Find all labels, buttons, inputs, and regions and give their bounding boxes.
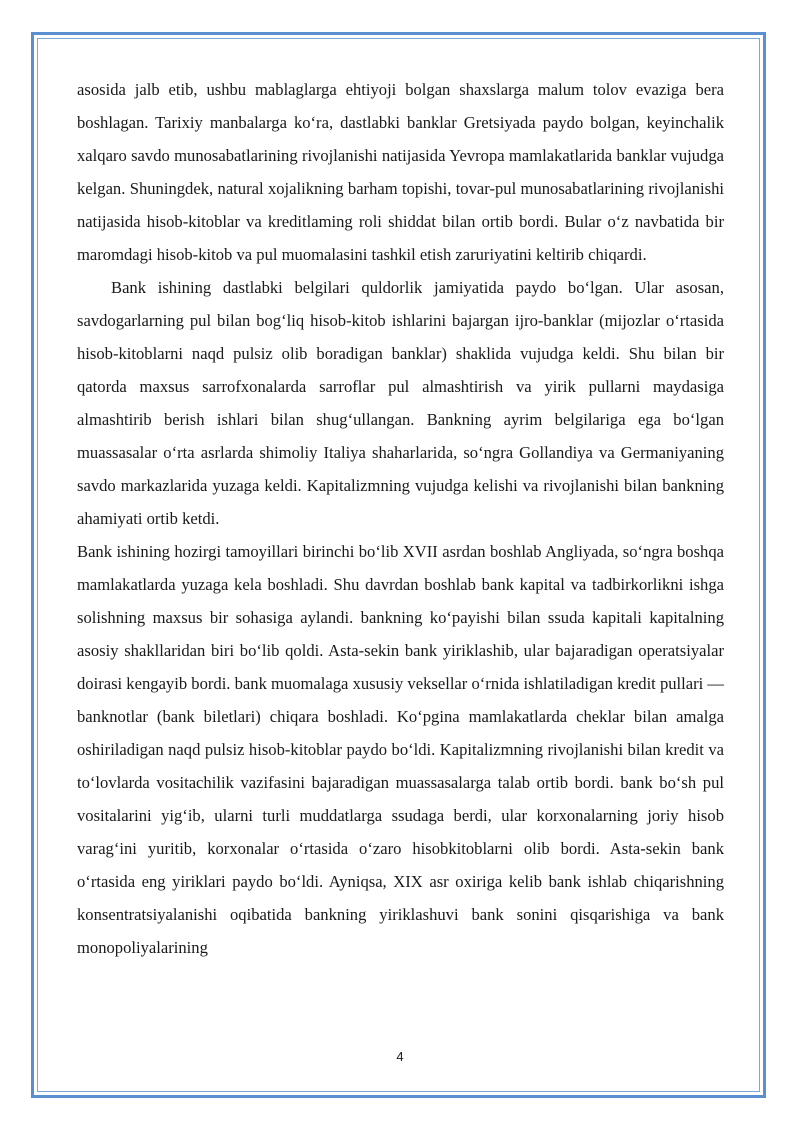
page-number: 4 [396,1049,404,1064]
paragraph-2: Bank ishining dastlabki belgilari quldorlik jamiyatida paydo bo‘lgan. Ular asosan, savdogarlarning pul bilan bog‘liq hisob-kitob ishlarini bajargan ijro-banklar (mijozlar o‘rtasida hisob-kitoblarni naqd pulsiz olib boradigan banklar) shaklida vujudga keldi. Shu bilan bir qatorda maxsus sarrofxonalarda sarroflar pul almashtirish va yirik pullarni maydasiga almashtirib berish ishlari bilan shug‘ullangan. Bankning ayrim belgilariga ega bo‘lgan muassasalar o‘rta asrlarda shimoliy Italiya shaharlarida, so‘ngra Gollandiya va Germaniyaning savdo markazlarida yuzaga keldi. Kapitalizmning vujudga kelishi va rivojlanishi bilan bankning ahamiyati ortib ketdi. [77,278,724,528]
paragraph-3: Bank ishining hozirgi tamoyillari birinchi bo‘lib XVII asrdan boshlab Angliyada, so‘ngra boshqa mamlakatlarda yuzaga kela boshladi. Shu davrdan boshlab bank kapital va tadbirkorlikni ishga solishning maxsus bir sohasiga aylandi. bankning ko‘payishi bilan ssuda kapitali kapitalning asosiy shakllaridan biri bo‘lib qoldi. Asta-sekin bank yiriklashib, ular bajaradigan operatsiyalar doirasi kengayib bordi. bank muomalaga xususiy veksellar o‘rnida ishlatiladigan kredit pullari — banknotlar (bank biletlari) chiqara boshladi. Ko‘pgina mamlakatlarda cheklar bilan amalga oshiriladigan naqd pulsiz hisob-kitoblar paydo bo‘ldi. Kapitalizmning rivojlanishi bilan kredit va to‘lovlarda vositachilik vazifasini bajaradigan muassasalarga talab ortib bordi. bank bo‘sh pul vositalarini yig‘ib, ularni turli muddatlarga ssudaga berdi, ular korxonalarning joriy hisob varag‘ini yuritib, korxonalar o‘rtasida o‘zaro hisobkitoblarni olib bordi. Asta-sekin bank o‘rtasida eng yiriklari paydo bo‘ldi. Ayniqsa, XIX asr oxiriga kelib bank ishlab chiqarishning konsentratsiyalanishi oqibatida bankning yiriklashuvi bank sonini qisqarishiga va bank monopoliyalarining [77,542,725,957]
paragraph-1: asosida jalb etib, ushbu mablaglarga ehtiyoji bolgan shaxslarga malum tolov evaziga bera boshlagan. Tarixiy manbalarga ko‘ra, dastlabki banklar Gretsiyada paydo bolgan, keyinchalik xalqaro savdo munosabatlarining rivojlanishi natijasida Yevropa mamlakatlarida banklar vujudga kelgan. Shuningdek, natural xojalikning barham topishi, tovar-pul munosabatlarining rivojlanishi natijasida hisob-kitoblar va kreditlaming roli shiddat bilan ortib bordi. Bular o‘z navbatida bir maromdagi hisob-kitob va pul muomalasini tashkil etish zaruriyatini keltirib chiqardi. [77,80,724,264]
document-body [77,73,724,964]
